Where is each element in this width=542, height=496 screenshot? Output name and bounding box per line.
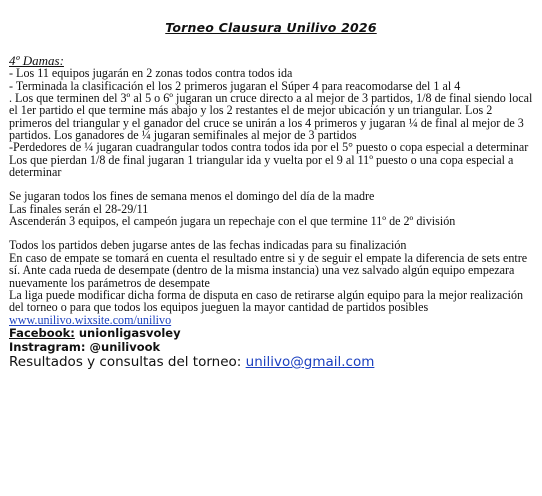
rule-paragraph: Los que pierdan 1/8 de final jugaran 1 triangular ida y vuelta por el 9 al 11º puesto o una copa especial a determinar — [9, 152, 514, 180]
website-link-row — [9, 314, 535, 326]
rule-paragraph: -Perdedores de ¼ jugaran cuadrangular todos contra todos ida por el 5° puesto o copa especial a determinar — [9, 140, 529, 155]
facebook-handle: unionligasvoley — [74, 325, 181, 340]
document-title: Torneo Clausura Unilivo 2026 — [165, 20, 377, 35]
rule-paragraph: . Los que terminen del 3º al 5 o 6º jugaran un cruce directo a al mejor de 3 partidos, 1/8 de final siendo local el 1er partido el que termine más abajo y los 2 restantes el de mejor ubicación y un triangular. Los 2 primeros del triangular y el ganador del cruce se unirán a los 4 primeros y jugaran ¼ de final al mejor de 3 partidos. Los ganadores de ¼ jugaran semifinales al mejor de 3 partidos — [9, 91, 533, 143]
results-text: Resultados y consultas del torneo: — [9, 353, 246, 370]
instagram-row — [9, 340, 535, 354]
schedule-paragraph: Se jugaran todos los fines de semana menos el domingo del día de la madre — [9, 189, 375, 204]
results-row — [9, 354, 535, 371]
notes-paragraph: En caso de empate se tomará en cuenta el resultado entre si y de seguir el empate la diferencia de sets entre sí. Ante cada rueda de desempate (dentro de la misma instancia) una vez salvado algún equipo empezara nuevamente los parámetros de desempate — [9, 250, 528, 290]
document-body — [9, 55, 535, 371]
schedule-paragraph: Las finales serán el 28-29/11 — [9, 201, 149, 216]
notes-paragraph: Todos los partidos deben jugarse antes de las fechas indicadas para su finalización — [9, 238, 407, 253]
website-link[interactable]: www.unilivo.wixsite.com/unilivo — [9, 312, 172, 327]
rule-paragraph: - Terminada la clasificación el los 2 primeros jugaran el Súper 4 para reacomodarse del 1 al 4 — [9, 78, 461, 93]
results-email-link[interactable]: unilivo@gmail.com — [245, 353, 375, 370]
instagram-label: Instragram: — [9, 339, 86, 354]
facebook-row — [9, 326, 535, 340]
rule-paragraph: - Los 11 equipos jugarán en 2 zonas todos contra todos ida — [9, 66, 293, 81]
category-heading: 4º Damas: — [9, 53, 64, 68]
notes-paragraph: La liga puede modificar dicha forma de disputa en caso de retirarse algún equipo para la mejor realización del torneo o para que todos los equipos jueguen la mayor cantidad de partidos posibles — [9, 287, 524, 315]
instagram-handle: @unilivook — [85, 339, 161, 354]
schedule-paragraph: Ascenderán 3 equipos, el campeón jugara un repechaje con el que termine 11º de 2º división — [9, 214, 456, 229]
facebook-label: Facebook: — [9, 325, 75, 340]
